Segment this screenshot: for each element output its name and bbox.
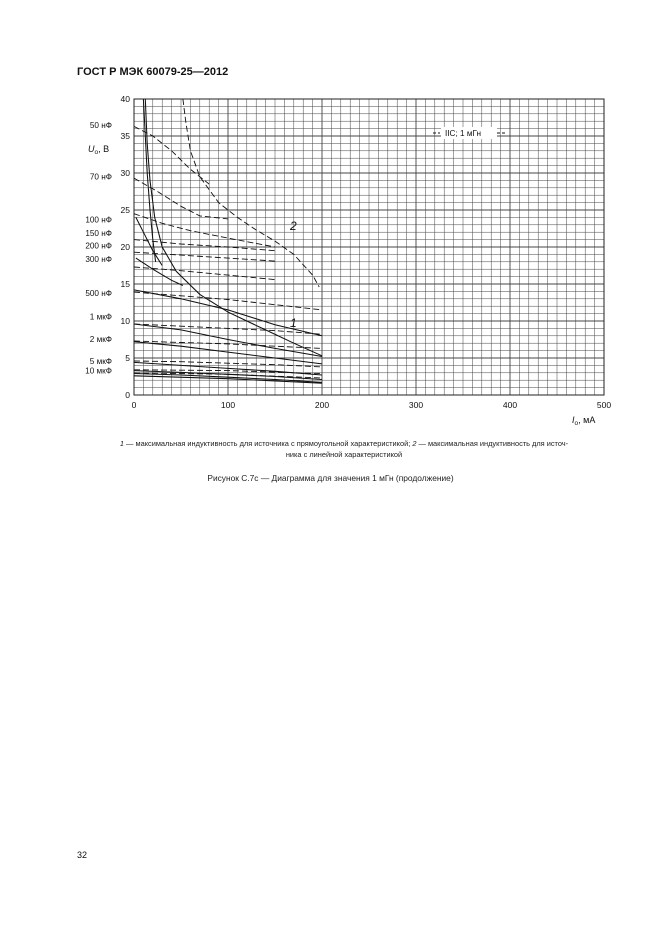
capacitance-label: 300 нФ (85, 254, 112, 264)
y-axis-symbol: U (88, 144, 95, 154)
series-line-dashed (183, 99, 319, 287)
x-tick-label: 500 (596, 400, 612, 410)
y-tick-label: 5 (125, 353, 130, 363)
document-header: ГОСТ Р МЭК 60079-25—2012 (77, 66, 229, 78)
legend-line-2: ника с линейной характеристикой (285, 450, 403, 459)
y-tick-label: 0 (125, 390, 130, 400)
capacitance-label: 5 мкФ (89, 356, 112, 366)
legend-item1-text: — максимальная индуктивность для источника с прямоугольной характеристикой; (124, 439, 413, 448)
chart-grid (134, 99, 604, 395)
figure-caption: Рисунок С.7с — Диаграмма для значения 1 мГн (продолжение) (207, 473, 454, 483)
y-tick-label: 15 (120, 279, 130, 289)
series-line-solid (136, 258, 183, 285)
legend-item1-number: 1 (119, 439, 124, 448)
legend-line-1 (78, 438, 610, 449)
x-tick-label: 400 (502, 400, 518, 410)
y-tick-label: 35 (120, 131, 130, 141)
capacitance-label: 100 нФ (85, 215, 112, 225)
legend-item2-text: — максимальная индуктивность для источ- (416, 439, 569, 448)
capacitance-label: 70 нФ (89, 172, 112, 182)
x-axis-subscript: o (574, 420, 579, 427)
x-tick-label: 200 (314, 400, 330, 410)
x-axis-unit: , мА (578, 415, 596, 425)
x-tick-label: 300 (408, 400, 424, 410)
page-number: 32 (77, 850, 88, 860)
y-tick-label: 30 (120, 168, 130, 178)
y-tick-label: 25 (120, 205, 130, 215)
legend-note (78, 438, 610, 460)
y-axis-subscript: o (94, 149, 99, 156)
x-tick-label: 100 (220, 400, 236, 410)
y-axis-title (88, 144, 109, 156)
capacitance-label: 10 мкФ (85, 366, 112, 376)
series-line-dashed (134, 267, 275, 280)
legend-item2-number: 2 (412, 439, 417, 448)
y-tick-label: 20 (120, 242, 130, 252)
capacitance-label: 150 нФ (85, 228, 112, 238)
voltage-current-chart (0, 0, 661, 440)
x-axis-title (572, 415, 595, 427)
series-line-dashed (134, 240, 275, 251)
capacitance-label: 500 нФ (85, 288, 112, 298)
curve-label-1: 1 (290, 316, 297, 330)
y-tick-label: 10 (120, 316, 130, 326)
x-tick-label: 0 (131, 400, 137, 410)
capacitance-label: 1 мкФ (89, 312, 112, 322)
x-axis-symbol: I (572, 415, 575, 425)
curve-label-2: 2 (290, 219, 297, 233)
capacitance-label: 50 нФ (89, 120, 112, 130)
capacitance-label: 200 нФ (85, 241, 112, 251)
capacitance-label: 2 мкФ (89, 334, 112, 344)
y-axis-unit: , В (98, 144, 110, 154)
inset-label: IIC; 1 мГн (445, 129, 481, 138)
y-tick-label: 40 (120, 94, 130, 104)
